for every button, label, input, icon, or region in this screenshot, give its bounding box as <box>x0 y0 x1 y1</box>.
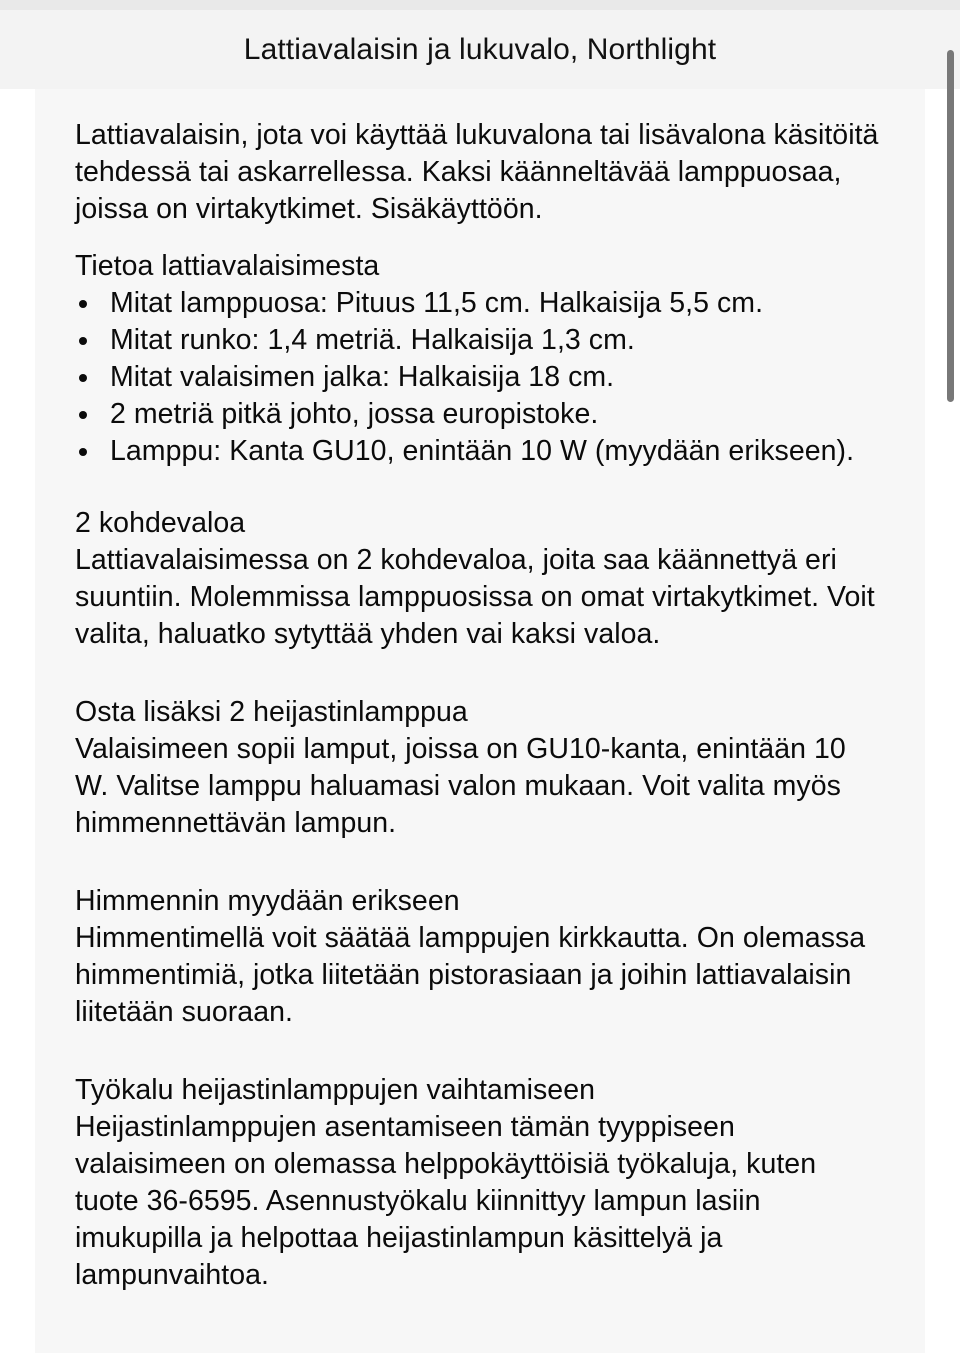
vertical-scrollbar-thumb[interactable] <box>947 50 954 402</box>
header-bar <box>0 10 960 89</box>
page-title: Lattiavalaisin ja lukuvalo, Northlight <box>243 32 717 66</box>
section-spacer <box>75 484 885 505</box>
list-item-label: Mitat valaisimen jalka: Halkaisija 18 cm. <box>110 361 615 393</box>
specs-heading: Tietoa lattiavalaisimesta <box>75 250 380 282</box>
bullet-icon <box>79 300 87 308</box>
section-body: Valaisimeen sopii lamput, joissa on GU10-kanta, enintään 10 W. Valitse lamppu haluamasi valon mukaan. Voit valita myös himmennettävän lampun. <box>75 733 846 839</box>
section-dimmer <box>75 883 885 1031</box>
section-spacer <box>75 862 885 883</box>
product-description-panel <box>35 89 925 1353</box>
section-heading: 2 kohdevaloa <box>75 507 246 539</box>
list-item-label: Lamppu: Kanta GU10, enintään 10 W (myydään erikseen). <box>110 435 855 467</box>
bullet-icon <box>79 411 87 419</box>
content-inner <box>35 89 925 1294</box>
section-bulb-change-tool <box>75 1072 885 1294</box>
list-item-label: Mitat runko: 1,4 metriä. Halkaisija 1,3 cm. <box>110 324 635 356</box>
specifications-block <box>75 248 885 470</box>
section-heading: Himmennin myydään erikseen <box>75 885 460 917</box>
intro-paragraph: Lattiavalaisin, jota voi käyttää lukuvalona tai lisävalona käsitöitä tehdessä tai askarrellessa. Kaksi käänneltävää lamppuosaa, joissa on virtakytkimet. Sisäkäyttöön. <box>75 119 879 225</box>
list-item-label: 2 metriä pitkä johto, jossa europistoke. <box>110 398 599 430</box>
list-item <box>75 433 885 470</box>
section-body: Himmentimellä voit säätää lamppujen kirkkautta. On olemassa himmentimiä, jotka liitetään pistorasiaan ja joihin lattiavalaisin liitetään suoraan. <box>75 922 866 1028</box>
section-body: Lattiavalaisimessa on 2 kohdevaloa, joita saa käännettyä eri suuntiin. Molemmissa lamppuosissa on omat virtakytkimet. Voit valita, haluatko sytyttää yhden vai kaksi valoa. <box>75 544 875 650</box>
section-reflector-bulbs <box>75 694 885 842</box>
list-item <box>75 322 885 359</box>
section-spacer <box>75 1051 885 1072</box>
list-item-label: Mitat lamppuosa: Pituus 11,5 cm. Halkaisija 5,5 cm. <box>110 287 764 319</box>
specs-list <box>75 285 885 470</box>
bullet-icon <box>79 448 87 456</box>
section-spacer <box>75 673 885 694</box>
list-item <box>75 359 885 396</box>
intro-block <box>75 117 885 228</box>
bullet-icon <box>79 374 87 382</box>
bullet-icon <box>79 337 87 345</box>
top-edge-strip <box>0 0 960 10</box>
list-item <box>75 396 885 433</box>
list-item <box>75 285 885 322</box>
section-spotlights <box>75 505 885 653</box>
section-heading: Osta lisäksi 2 heijastinlamppua <box>75 696 468 728</box>
section-heading: Työkalu heijastinlamppujen vaihtamiseen <box>75 1074 596 1106</box>
section-body: Heijastinlamppujen asentamiseen tämän tyyppiseen valaisimeen on olemassa helppokäyttöisiä työkaluja, kuten tuote 36-6595. Asennustyökalu kiinnittyy lampun lasiin imukupilla ja helpottaa heijastinlampun käsittelyä ja lampunvaihtoa. <box>75 1111 817 1291</box>
